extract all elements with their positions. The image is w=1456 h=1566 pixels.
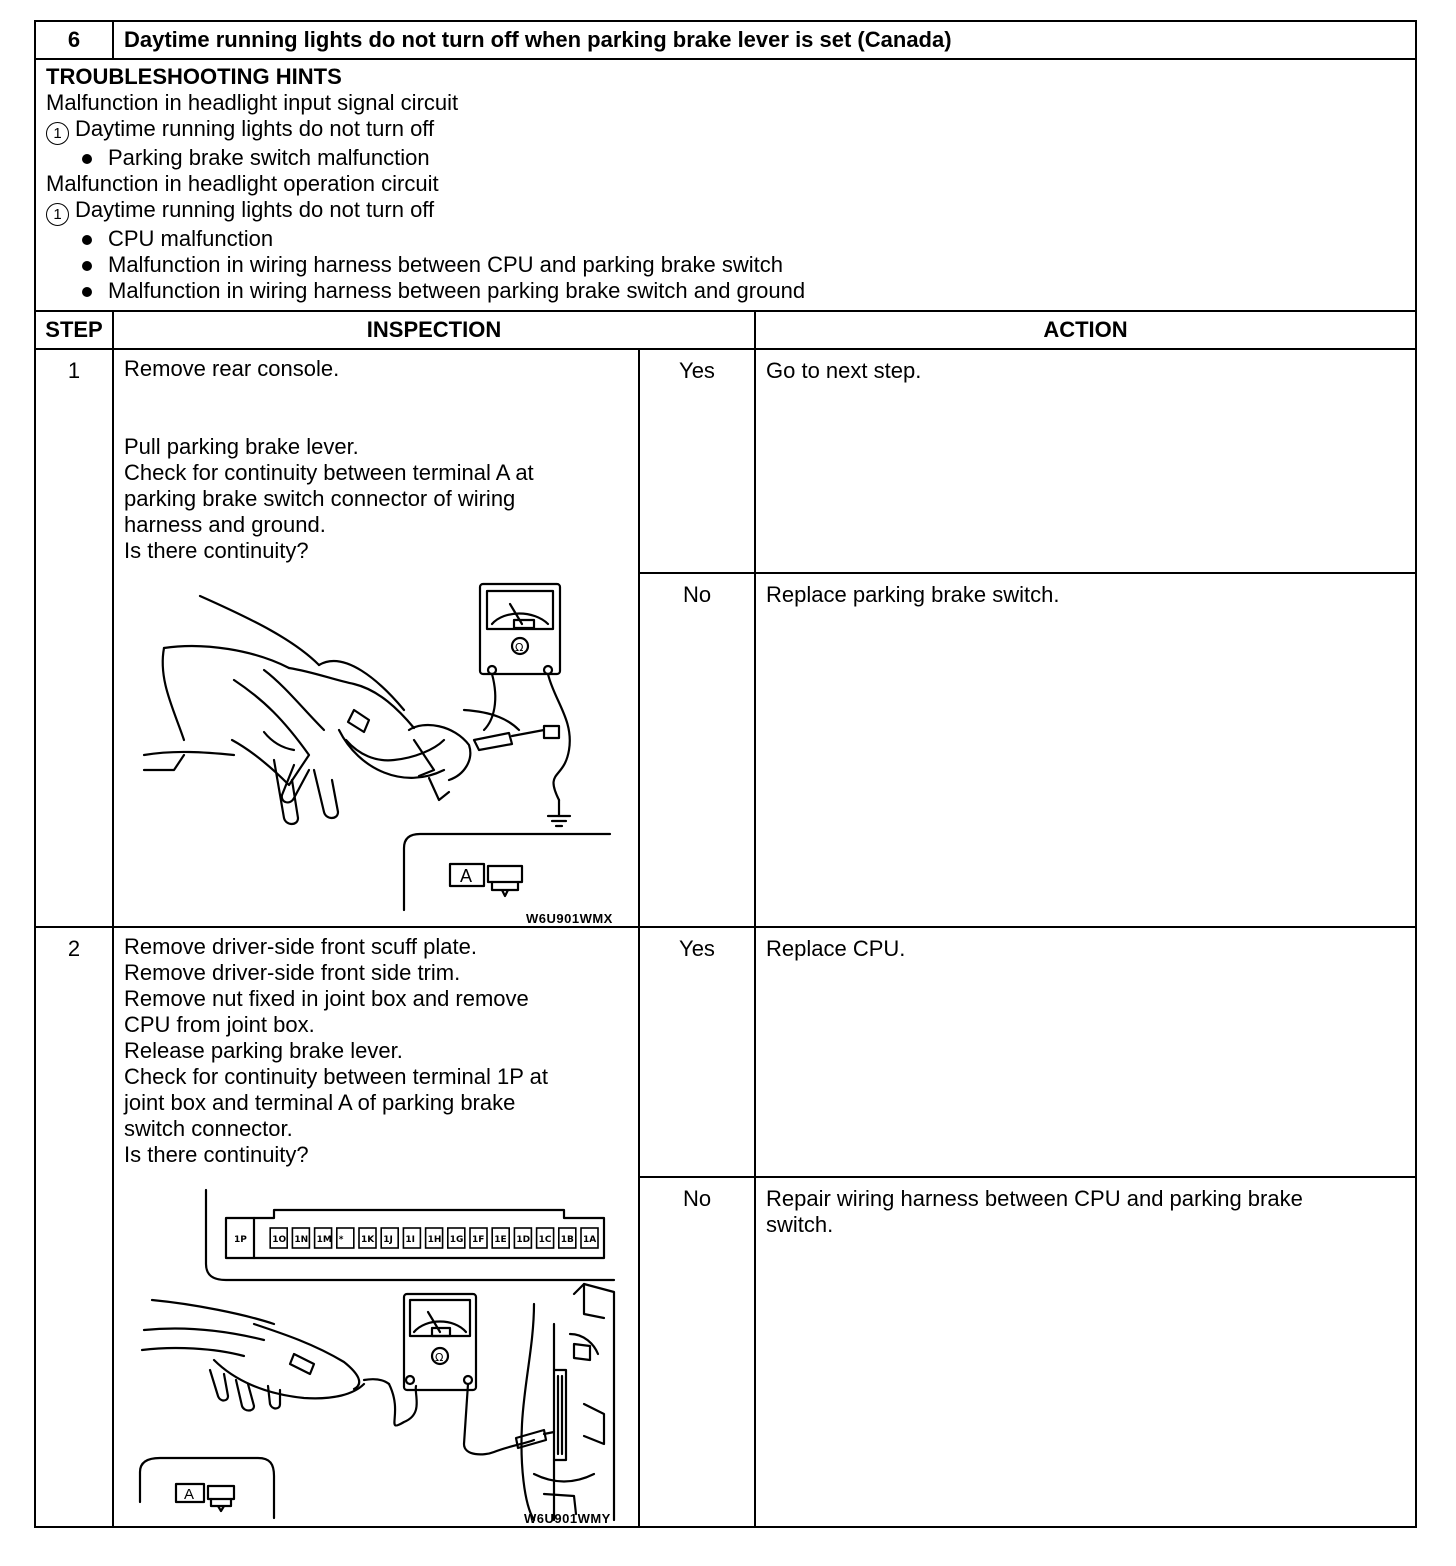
terminal-label: 1H — [427, 1235, 442, 1245]
step-2-yes-label: Yes — [639, 927, 755, 1177]
step-1-yes-action: Go to next step. — [755, 349, 1416, 573]
terminal-label: 1N — [294, 1235, 309, 1245]
terminal-label: 1E — [494, 1235, 507, 1245]
step-2-yes-action: Replace CPU. — [755, 927, 1416, 1177]
terminal-label: 1O — [272, 1235, 287, 1245]
parking-brake-switch-illustration — [114, 580, 640, 926]
terminal-label: 1M — [316, 1235, 332, 1245]
hint-bullet: Parking brake switch malfunction — [46, 145, 1405, 171]
svg-text:A: A — [460, 866, 473, 886]
hint-bullet: CPU malfunction — [46, 226, 1405, 252]
action-column-header: ACTION — [755, 311, 1416, 349]
terminal-label: 1I — [405, 1235, 416, 1245]
hint-item-1: 1 Daytime running lights do not turn off — [46, 116, 1405, 145]
step-1-no-action: Replace parking brake switch. — [755, 573, 1416, 927]
circled-number-icon: 1 — [46, 203, 69, 226]
circled-number-icon: 1 — [46, 122, 69, 145]
column-header-row — [35, 311, 1416, 349]
svg-text:Ω: Ω — [435, 1351, 444, 1364]
step-1-yes-label: Yes — [639, 349, 755, 573]
procedure-number: 6 — [35, 21, 113, 59]
troubleshooting-hints — [35, 59, 1416, 311]
inspection-column-header: INSPECTION — [113, 311, 755, 349]
svg-text:A: A — [184, 1486, 195, 1503]
step-2-number: 2 — [35, 927, 113, 1527]
header-row — [35, 21, 1416, 59]
terminal-label: 1F — [472, 1235, 485, 1245]
hint-bullet: Malfunction in wiring harness between parking brake switch and ground — [46, 278, 1405, 304]
terminal-label: 1A — [583, 1235, 597, 1245]
hints-title: TROUBLESHOOTING HINTS — [46, 64, 342, 89]
joint-box-terminals — [234, 1228, 598, 1248]
procedure-title: Daytime running lights do not turn off when parking brake lever is set (Canada) — [113, 21, 1416, 59]
terminal-label: 1P — [234, 1235, 247, 1245]
step-2-no-label: No — [639, 1177, 755, 1527]
figure-code: W6U901WMX — [526, 911, 613, 926]
hint-section-2: Malfunction in headlight operation circuit — [46, 171, 439, 196]
step-2-no-action: Repair wiring harness between CPU and parking brake switch. — [755, 1177, 1416, 1527]
terminal-label: 1K — [361, 1235, 375, 1245]
terminal-label: 1D — [516, 1235, 531, 1245]
troubleshooting-page — [34, 20, 1415, 1526]
hint-bullet: Malfunction in wiring harness between CPU and parking brake switch — [46, 252, 1405, 278]
step-1-no-label: No — [639, 573, 755, 927]
hints-row — [35, 59, 1416, 311]
step-1-yes-row — [35, 349, 1416, 573]
step-2-yes-row — [35, 927, 1416, 1177]
hint-item-2: 1 Daytime running lights do not turn off — [46, 197, 1405, 226]
figure-code: W6U901WMY — [524, 1511, 611, 1526]
step-1-intro: Remove rear console. — [124, 356, 340, 381]
terminal-label: 1J — [383, 1235, 393, 1245]
joint-box-continuity-illustration — [114, 1184, 640, 1528]
step-2-inspection: Remove driver-side front scuff plate. Remove driver-side front side trim. Remove nut fixed in joint box and remove CPU from joint box. Release parking brake lever. Check for continuity between terminal 1P at joint box and terminal A of parking brake switch connector. Is there continuity? 1P 1O 1N 1M * 1K 1J 1I 1H 1G 1F 1E 1D 1C 1B 1A Ω A W6U901WMY — [113, 927, 639, 1527]
terminal-label: 1C — [538, 1235, 552, 1245]
step-column-header: STEP — [35, 311, 113, 349]
step-1-number: 1 — [35, 349, 113, 927]
svg-text:Ω: Ω — [515, 641, 524, 654]
terminal-label: * — [338, 1235, 344, 1245]
step-1-inspection: Remove rear console. Pull parking brake lever. Check for continuity between terminal A at parking brake switch connector of wiring harness and ground. Is there continuity? Ω A W6U901WMX — [113, 349, 639, 927]
hint-section-1: Malfunction in headlight input signal circuit — [46, 90, 459, 115]
terminal-label: 1B — [560, 1235, 574, 1245]
troubleshooting-table — [34, 20, 1417, 1528]
terminal-label: 1G — [449, 1235, 464, 1245]
